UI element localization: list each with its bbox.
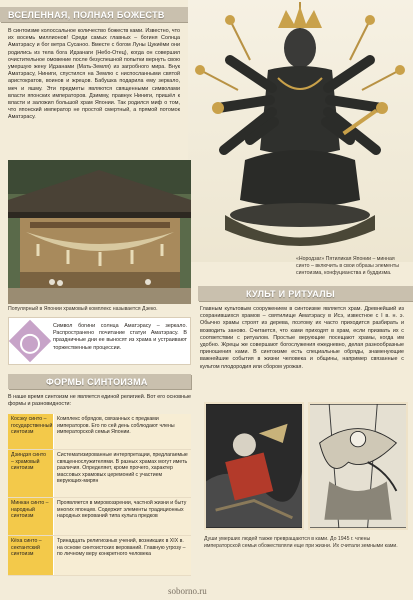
cult-section-header	[198, 286, 413, 301]
woodblock-print-ghost	[308, 402, 408, 530]
shinto-forms-table	[8, 414, 191, 576]
forms-section-header	[8, 374, 191, 389]
universe-section-header	[0, 7, 190, 22]
table-row	[8, 414, 191, 450]
table-key: Кёха синто – сектантский синтоизм	[8, 536, 54, 575]
table-row	[8, 498, 191, 536]
woodblock-print-warriors	[204, 402, 304, 530]
forms-intro: В наше время синтоизм не является единой религией. Вот его основные формы и разновидности:	[8, 394, 191, 408]
watermark-text: soborno.ru	[168, 586, 207, 596]
statue-caption: «Нородзаг» Пятиликая Японии – минная синто – включить в свои образы элементы синтоизма, конфуцианства и буддизма.	[296, 256, 400, 276]
table-value: Тринадцать религиозных учений, возникших в XIX в. на основе синтоистских верований. Главную угрозу – по личному веру конкретного человека	[54, 536, 191, 575]
table-value: Проявляется в мировоззрении, частной жизни и быту многих японцев. Содержит элементы традиционных народных верований типа культа предков	[54, 498, 191, 535]
mirror-info-box	[8, 317, 191, 365]
table-value: Систематизированные интерпретации, предлагаемые священнослужителями. В разных храмах могут иметь различия. Определяет, кроме прочего, характер массовых храмовых церемоний с участием верующих-мирян	[54, 450, 191, 497]
forms-section-title: ФОРМЫ СИНТОИЗМА	[46, 376, 148, 387]
table-row	[8, 450, 191, 498]
mirror-info-text: Символ богини солнца Аматэрасу – зеркало. Распространено почитание статуи Аматэрасу. В праздничные дни ее выносят из храма и устраивают торжественные процессии.	[53, 323, 187, 351]
table-key: Дзиндзя синто – храмовый синтоизм	[8, 450, 54, 497]
table-key: Косэку синто – государственный синтоизм	[8, 414, 54, 449]
woodblock-caption: Души умерших людей также превращаются в ками. До 1945 г. члены императорской семьи обожествляли еще при жизни. Их считали земными ками.	[204, 536, 398, 549]
table-key: Минкан синто – народный синтоизм	[8, 498, 54, 535]
shrine-caption: Популярный в Японии храмовый комплекс называется Дзеко.	[8, 306, 158, 312]
table-value: Комплекс обрядов, связанных с предками императоров. Его по сей день соблюдают члены императорской семьи Японии.	[54, 414, 191, 449]
shrine-photo	[8, 160, 191, 304]
universe-section-body: В синтоизме колоссальное количество божеств ками. Известно, что их восемь миллионов! Среди самых главных – богиня Солнца Аматэрасу и бог ветра Сусаноо. Вместе с богом Луны Цукиёми они родились из тела бога Идзанаги (Небо-Отец), когда он совершил очистительное омовение после безуспешной попытки вернуть свою умершую жену Идзанами (Мать-Земля) из загробного мира. Внук Аматэрасу, Ниниги, спустился на Землю с ниспосланными святой аристократов, воинов и жрецов. Бабушка подарила ему зеркало, меч и яшму. Эти предметы являются священными символами власти японских императоров. Дзимму, правнук Ниниги, пришёл к власти и заложил большой храм Японии. Так родился миф о том, что японский император не простой смертный, а прямой потомок Аматэрасу.	[8, 28, 180, 121]
cult-section-title: КУЛЬТ И РИТУАЛЫ	[246, 288, 335, 299]
cult-section-body: Главным культовым сооружением в синтоизме является храм. Древнейший из сохранившихся храмов – святилище Аматэрасу в Исэ, известное с I в. н. э. Обычно храмы строят из дерева, поэтому их часто приходится разбирать и возводить заново. Считается, что ками приходят в храм, если призвать их с соответствии с ритуалом. Простые верующие посещают храмы, когда им удобно. Жрецы же совершают богослужения ежедневно, делая разнообразные приношения ками. В синтоизме есть специальные обряды, знаменующие важнейшие события в жизни человека и общины, например связанные с культом плодородия или сбором урожая.	[200, 306, 404, 370]
multi-armed-deity-statue-image	[190, 0, 410, 262]
table-row	[8, 536, 191, 576]
mirror-icon	[9, 320, 51, 362]
universe-section-title: ВСЕЛЕННАЯ, ПОЛНАЯ БОЖЕСТВ	[8, 9, 165, 20]
